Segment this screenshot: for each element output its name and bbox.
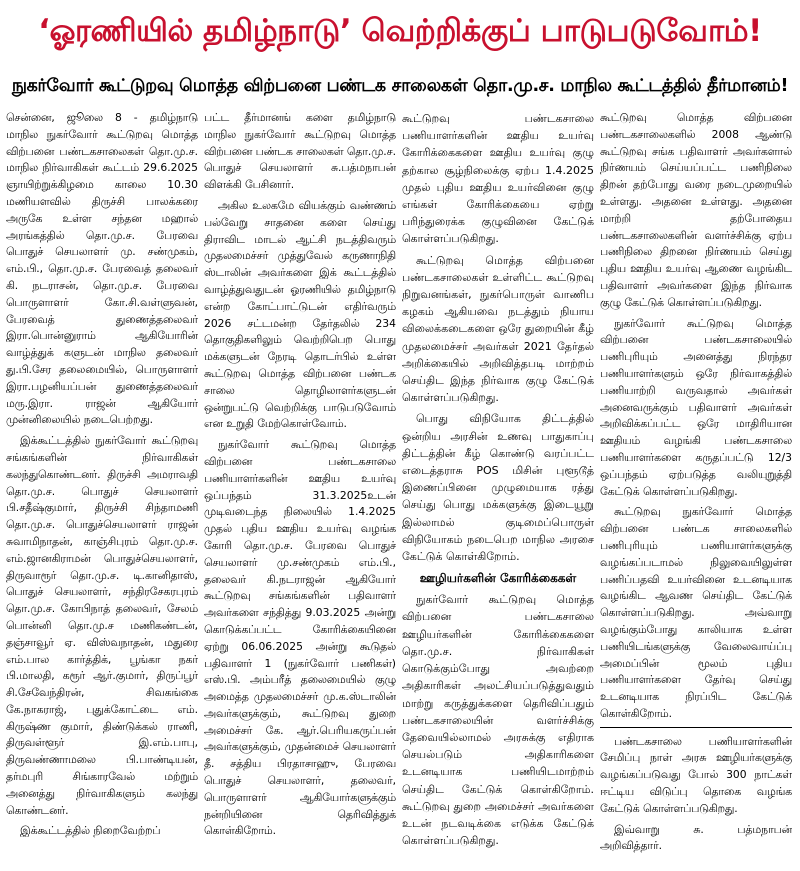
paragraph: நுகர்வோர் கூட்டுறவு மொத்த விற்பனை பண்டகசாலை பணியாளர்களின் ஊதிய உயர்வு ஒப்பந்தம் 31.3.2025உடன் முடிவடைந்த நிலையில் 1.4.2025 முதல் புதிய ஊதிய உயர்வு வழங்க கோரி தொ.மு.ச. பேரவை பொதுச் செயலாளர் மு.சண்முகம் எம்.பி., தலைவர் கி.நடராஜன் ஆகியோர் கூட்டுறவு சங்கங்களின் பதிவாளர் அவர்களை சந்தித்து 9.03.2025 அன்று கொடுக்கப்பட்ட கோரிக்கையினை ஏற்று 06.06.2025 அன்று கூடுதல் பதிவாளர் 1 (நுகர்வோர் பணிகள்) எஸ்.பி. அம்பரீத் தலைமையில் குழு அமைத்த முதலமைச்சர் மு.க.ஸ்டாலின் அவர்களுக்கும், கூட்டுறவு துறை அமைச்சர் கே. ஆர்.பெரியகருப்பன் அவர்களுக்கும், முதன்மைச் செயலாளர் தீ. சத்திய பிரதாசாஹு, பேரவை பொதுச் செயலாளர், தலைவர், பொருளாளர் ஆகியோர்களுக்கும் நன்றியினை தெரிவித்துக் கொள்கிறோம். xyxy=(204,438,396,838)
paragraph: சென்னை, ஜூலை 8 - தமிழ்நாடு மாநில நுகர்வோர் கூட்டுறவு மொத்த விற்பனை பண்டகசாலைகள் தொ.மு.ச. மாநில நிர்வாகிகள் கூட்டம் 29.6.2025 ஞாயிற்றுக்கிழமை காலை 10.30 மணியளவில் திருச்சி பாலக்கரை அருகே உள்ள சந்தன மஹால் அரங்கத்தில் தொ.மு.ச. பேரவை பொதுச் செயலாளர் மு. சண்முகம், எம்.பி., தொ.மு.ச. பேரவைத் தலைவர் கி. நடராசன், தொ.மு.ச. பேரவை பொருளாளர் கோ.சி.வள்ளுவன், பேரவைத் துணைத்தலைவர் இரா.பொன்னுராம் ஆகியோரின் வாழ்த்துக் களுடன் மாநில தலைவர் து.பி.சேர தலைமையில், பொருளாளர் இரா.பழனியப்பன் துணைத்தலைவர் மரு.இரா. ராஜன் ஆகியோர் முன்னிலையில் நடைபெற்றது. xyxy=(6,111,198,427)
paragraph: கூட்டுறவு நுகர்வோர் மொத்த விற்பனை பண்டக சாலைகளில் பணிபுரியும் பணியாளர்களுக்கு வழங்கப்படாமல் நிலுவையிலுள்ள பணிப்பதவி உயர்வினை உடனடியாக வழங்கிட ஆவண செய்திட கேட்டுக் கொள்ளப்படுகிறது. அவ்வாறு வழங்கும்போது காலியாக உள்ள பணியிடங்களுக்கு வேலைவாய்ப்பு அமைப்பின் மூலம் புதிய பணியாளர்களை தேர்வு செய்து உடனடியாக நிரப்பிட கேட்டுக் கொள்கிறோம். xyxy=(600,505,792,720)
paragraph: இவ்வாறு சு. பத்மநாபன் அறிவித்தார். xyxy=(600,822,792,853)
paragraph: நுகர்வோர் கூட்டுறவு மொத்த விற்பனை பண்டகசாலையில் பணிபுரியும் அனைத்து நிரந்தர பணியாளர்களும் ஒரே நிர்வாகத்தில் பணியாற்றி வருவதால் அவர்கள் அனைவருக்கும் பதிவாளர் அவர்கள் அறிவிக்கப்பட்ட ஒரே மாதிரியான ஊதியம் வழங்கி பண்டகசாலை பணியாளர்களை கருதப்பட்டு 12/3 ஒப்பந்தம் ஏற்படுத்த வலியுறுத்தி கேட்டுக் கொள்ளப்படுகிறது. xyxy=(600,316,792,498)
subheadline: நுகர்வோர் கூட்டுறவு மொத்த விற்பனை பண்டக சாலைகள் தொ.மு.ச. மாநில கூட்டத்தில் தீர்மானம்! xyxy=(11,76,789,96)
paragraph: நுகர்வோர் கூட்டுறவு மொத்த விற்பனை பண்டகசாலை ஊழியர்களின் கோரிக்கைகளை தொ.மு.ச. நிர்வாகிகள் கொடுக்கும்போது அவற்றை அதிகாரிகள் அலட்சியப்படுத்துவதும் மாற்று கருத்துக்களை தெரிவிப்பதும் பண்டகசாலையின் வளர்ச்சிக்கு தேவையில்லாமல் அரசுக்கு எதிராக செயல்படும் அதிகாரிகளை உடனடியாக பணியிடமாற்றம் செய்திட கேட்டுக் கொள்கிறோம். கூட்டுறவு துறை அமைச்சர் அவர்களை உடன் நடவடிக்கை எடுக்க கேட்டுக் கொள்ளப்படுகிறது. xyxy=(402,593,594,848)
section-heading: ஊழியர்களின் கோரிக்கைகள் xyxy=(419,571,577,586)
paragraph: கூட்டுறவு மொத்த விற்பனை பண்டகசாலைகளில் 2008 ஆண்டு கூட்டுறவு சங்க பதிவாளர் அவர்களால் நிர்ணயம் செய்யப்பட்ட பணிநிலை திறன் தற்போது வரை நடைமுறையில் உள்ளது. அதனை உள்ளது. அதனை மாற்றி தற்போதைய பண்டகசாலைகளின் வளர்ச்சிக்கு ஏற்ப பணிநிலை திறனை நிர்ணயம் செய்து புதிய ஊதிய உயர்வு ஆணை வழங்கிட பதிவாளர் அவர்களை இந்த நிர்வாக குழு கேட்டுக் கொள்ளப்படுகிறது. xyxy=(600,111,792,309)
paragraph: அகில உலகமே வியக்கும் வண்ணம் பல்வேறு சாதனை களை செய்து திராவிட மாடல் ஆட்சி நடத்திவரும் முதலமைச்சர் முத்துவேல் கருணாநிதி ஸ்டாலின் அவர்களை இக் கூட்டத்தில் வாழ்த்துவதுடன் ஓரணியில் தமிழ்நாடு என்ற கோட்பாட்டுடன் எதிர்வரும் 2026 சட்டமன்ற தேர்தலில் 234 தொகுதிகளிலும் வெற்றிபெற பொது மக்களுடன் நேரடி தொடர்பில் உள்ள கூட்டுறவு மொத்த விற்பனை பண்டக சாலை தொழிலாளர்களுடன் ஒன்றுபட்டு வெற்றிக்கு பாடுபடுவோம் என உறுதி மேற்கொள்வோம். xyxy=(204,198,396,431)
paragraph: கூட்டுறவு மொத்த விற்பனை பண்டகசாலைகள் உள்ளிட்ட கூட்டுறவு நிறுவனங்கள், நுகர்பொருள் வாணிப கழகம் ஆகியவை நடத்தும் நியாய விலைக்கடைகளை ஒரே துறையின் கீழ் முதலமைச்சர் அவர்கள் 2021 தேர்தல் அறிக்கையில் அறிவித்தபடி மாற்றம் செய்திட இந்த நிர்வாக குழு கேட்டுக் கொள்ளப்படுகிறது. xyxy=(402,253,594,405)
article-column-2 xyxy=(204,110,396,868)
article-column-3 xyxy=(402,110,594,868)
paragraph: பொது விநியோக திட்டத்தில் ஒன்றிய அரசின் உணவு பாதுகாப்பு திட்டத்தின் கீழ் கொண்டு வரப்பட்ட எடைத்தராசு POS மிசின் புளூடூத் இணைப்பினை முழுமையாக ரத்து செய்து பொது மக்களுக்கு இடையூறு இல்லாமல் குடிமைப்பொருள் விநியோகம் நடைபெற மாநில அரசை கேட்டுக் கொள்கிறோம். xyxy=(402,412,594,564)
paragraph: பண்டகசாலை பணியாளர்களின் சேமிப்பு நாள் அரசு ஊழியர்களுக்கு வழங்கப்படுவது போல் 300 நாட்கள் ஈட்டிய விடுப்பு தொகை வழங்க கேட்டுக் கொள்ளப்படுகிறது. xyxy=(600,734,792,815)
paragraph: இக்கூட்டத்தில் நுகர்வோர் கூட்டுறவு சங்கங்களின் நிர்வாகிகள் கலந்துகொண்டனர். திருச்சி அமராவதி தொ.மு.ச. பொதுச் செயலாளர் பி.சதீஷ்குமார், திருச்சி சிந்தாமணி தொ.மு.ச. பொதுச்செயலாளர் ராஜன் சுவாமிநாதன், காஞ்சிபுரம் தொ.மு.ச. எம்.ஜானகிராமன் பொதுச்செயலாளர், திருவாரூர் தொ.மு.ச. டி.கானிதாஸ், பொதுச் செயலாளர், சந்திரசேகரபுரம் தொ.மு.ச. கோபிநாத் தலைவர், சேலம் பொன்னி தொ.மு.ச மணிகண்டன், தஞ்சாவூர் ஏ. விஸ்வநாதன், மதுரை எம்.பால கார்த்திக், பூங்கா நகர் பி.மாலதி, கரூர் ஆர்.குமார், திருப்பூர் சி.சேவேந்திரன், சிவகங்கை கே.நாகராஜ், புதுக்கோட்டை எம். கிருஷ்ண குமார், திண்டுக்கல் ராணி, திருவள்ளூர் இ.எம்.பாபு, திருவண்ணாமலை பி.பாண்டியன், தர்மபுரி சிங்காரவேல் மற்றும் அனைத்து நிர்வாகிகளும் கலந்து கொண்டனர். xyxy=(6,434,198,817)
article-column-4 xyxy=(600,110,792,868)
headline: ‘ஓரணியில் தமிழ்நாடு’ வெற்றிக்குப் பாடுபடுவோம்! xyxy=(38,13,762,49)
divider xyxy=(600,727,792,728)
paragraph: இக்கூட்டத்தில் நிறைவேற்றப் xyxy=(20,824,161,838)
paragraph: பட்ட தீர்மானங் களை தமிழ்நாடு மாநில நுகர்வோர் கூட்டுறவு மொத்த விற்பனை பண்டக சாலைகள் தொ.மு.ச. பொதுச் செயலாளர் சு.பத்மநாபன் விளக்கி பேசினார். xyxy=(204,111,396,192)
article-body xyxy=(6,110,796,868)
paragraph: கூட்டுறவு பண்டகசாலை பணியாளர்களின் ஊதிய உயர்வு கோரிக்கைகளை ஊதிய உயர்வு குழு தற்கால சூழ்நிலைக்கு ஏற்ப 1.4.2025 முதல் புதிய ஊதிய உயர்வினை குழு எங்கள் கோரிக்கையை ஏற்று பரிந்துரைக்க குழுவினை கேட்டுக் கொள்ளப்படுகிறது. xyxy=(402,112,594,246)
article-column-1 xyxy=(6,110,198,868)
